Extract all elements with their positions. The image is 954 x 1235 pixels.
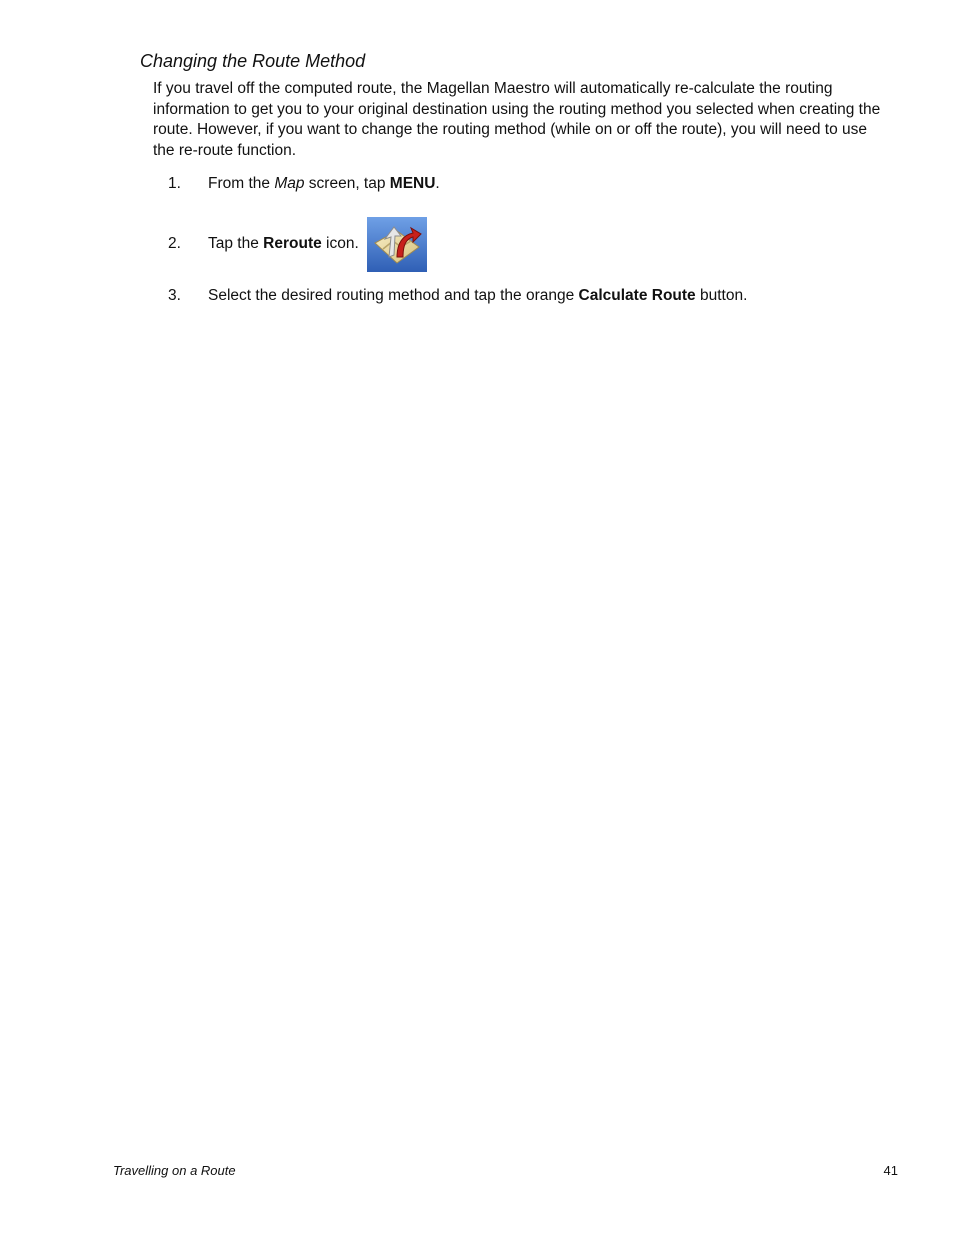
step-number: 3.	[168, 287, 181, 304]
step-text-part: From the	[208, 175, 275, 192]
footer-page-number: 41	[883, 1163, 898, 1178]
step-text	[208, 174, 440, 194]
step-text-part: .	[435, 175, 440, 192]
step-number: 1.	[168, 175, 181, 192]
step-text	[208, 234, 359, 254]
calculate-route-label: Calculate Route	[578, 287, 696, 304]
step-text	[208, 286, 747, 306]
intro-paragraph: If you travel off the computed route, the Magellan Maestro will automatically re-calculate the routing information to get you to your original destination using the routing method you selected when creating the route. However, if you want to change the routing method (while on or off the route), you will need to use the re-route function.	[153, 80, 881, 159]
step-text-part: icon.	[321, 235, 359, 252]
section-heading: Changing the Route Method	[140, 51, 366, 71]
reroute-label: Reroute	[263, 235, 322, 252]
footer-chapter-title: Travelling on a Route	[113, 1163, 236, 1178]
map-screen-name: Map	[274, 175, 305, 192]
step-text-part: Select the desired routing method and tap the orange	[208, 287, 579, 304]
step-3	[168, 286, 747, 306]
step-text-part: button.	[695, 287, 748, 304]
step-text-part: Tap the	[208, 235, 264, 252]
step-1	[168, 174, 440, 194]
step-2	[168, 216, 427, 272]
step-number: 2.	[168, 235, 181, 252]
step-text-part: screen, tap	[304, 175, 390, 192]
reroute-icon	[367, 217, 427, 272]
menu-label: MENU	[389, 175, 436, 192]
